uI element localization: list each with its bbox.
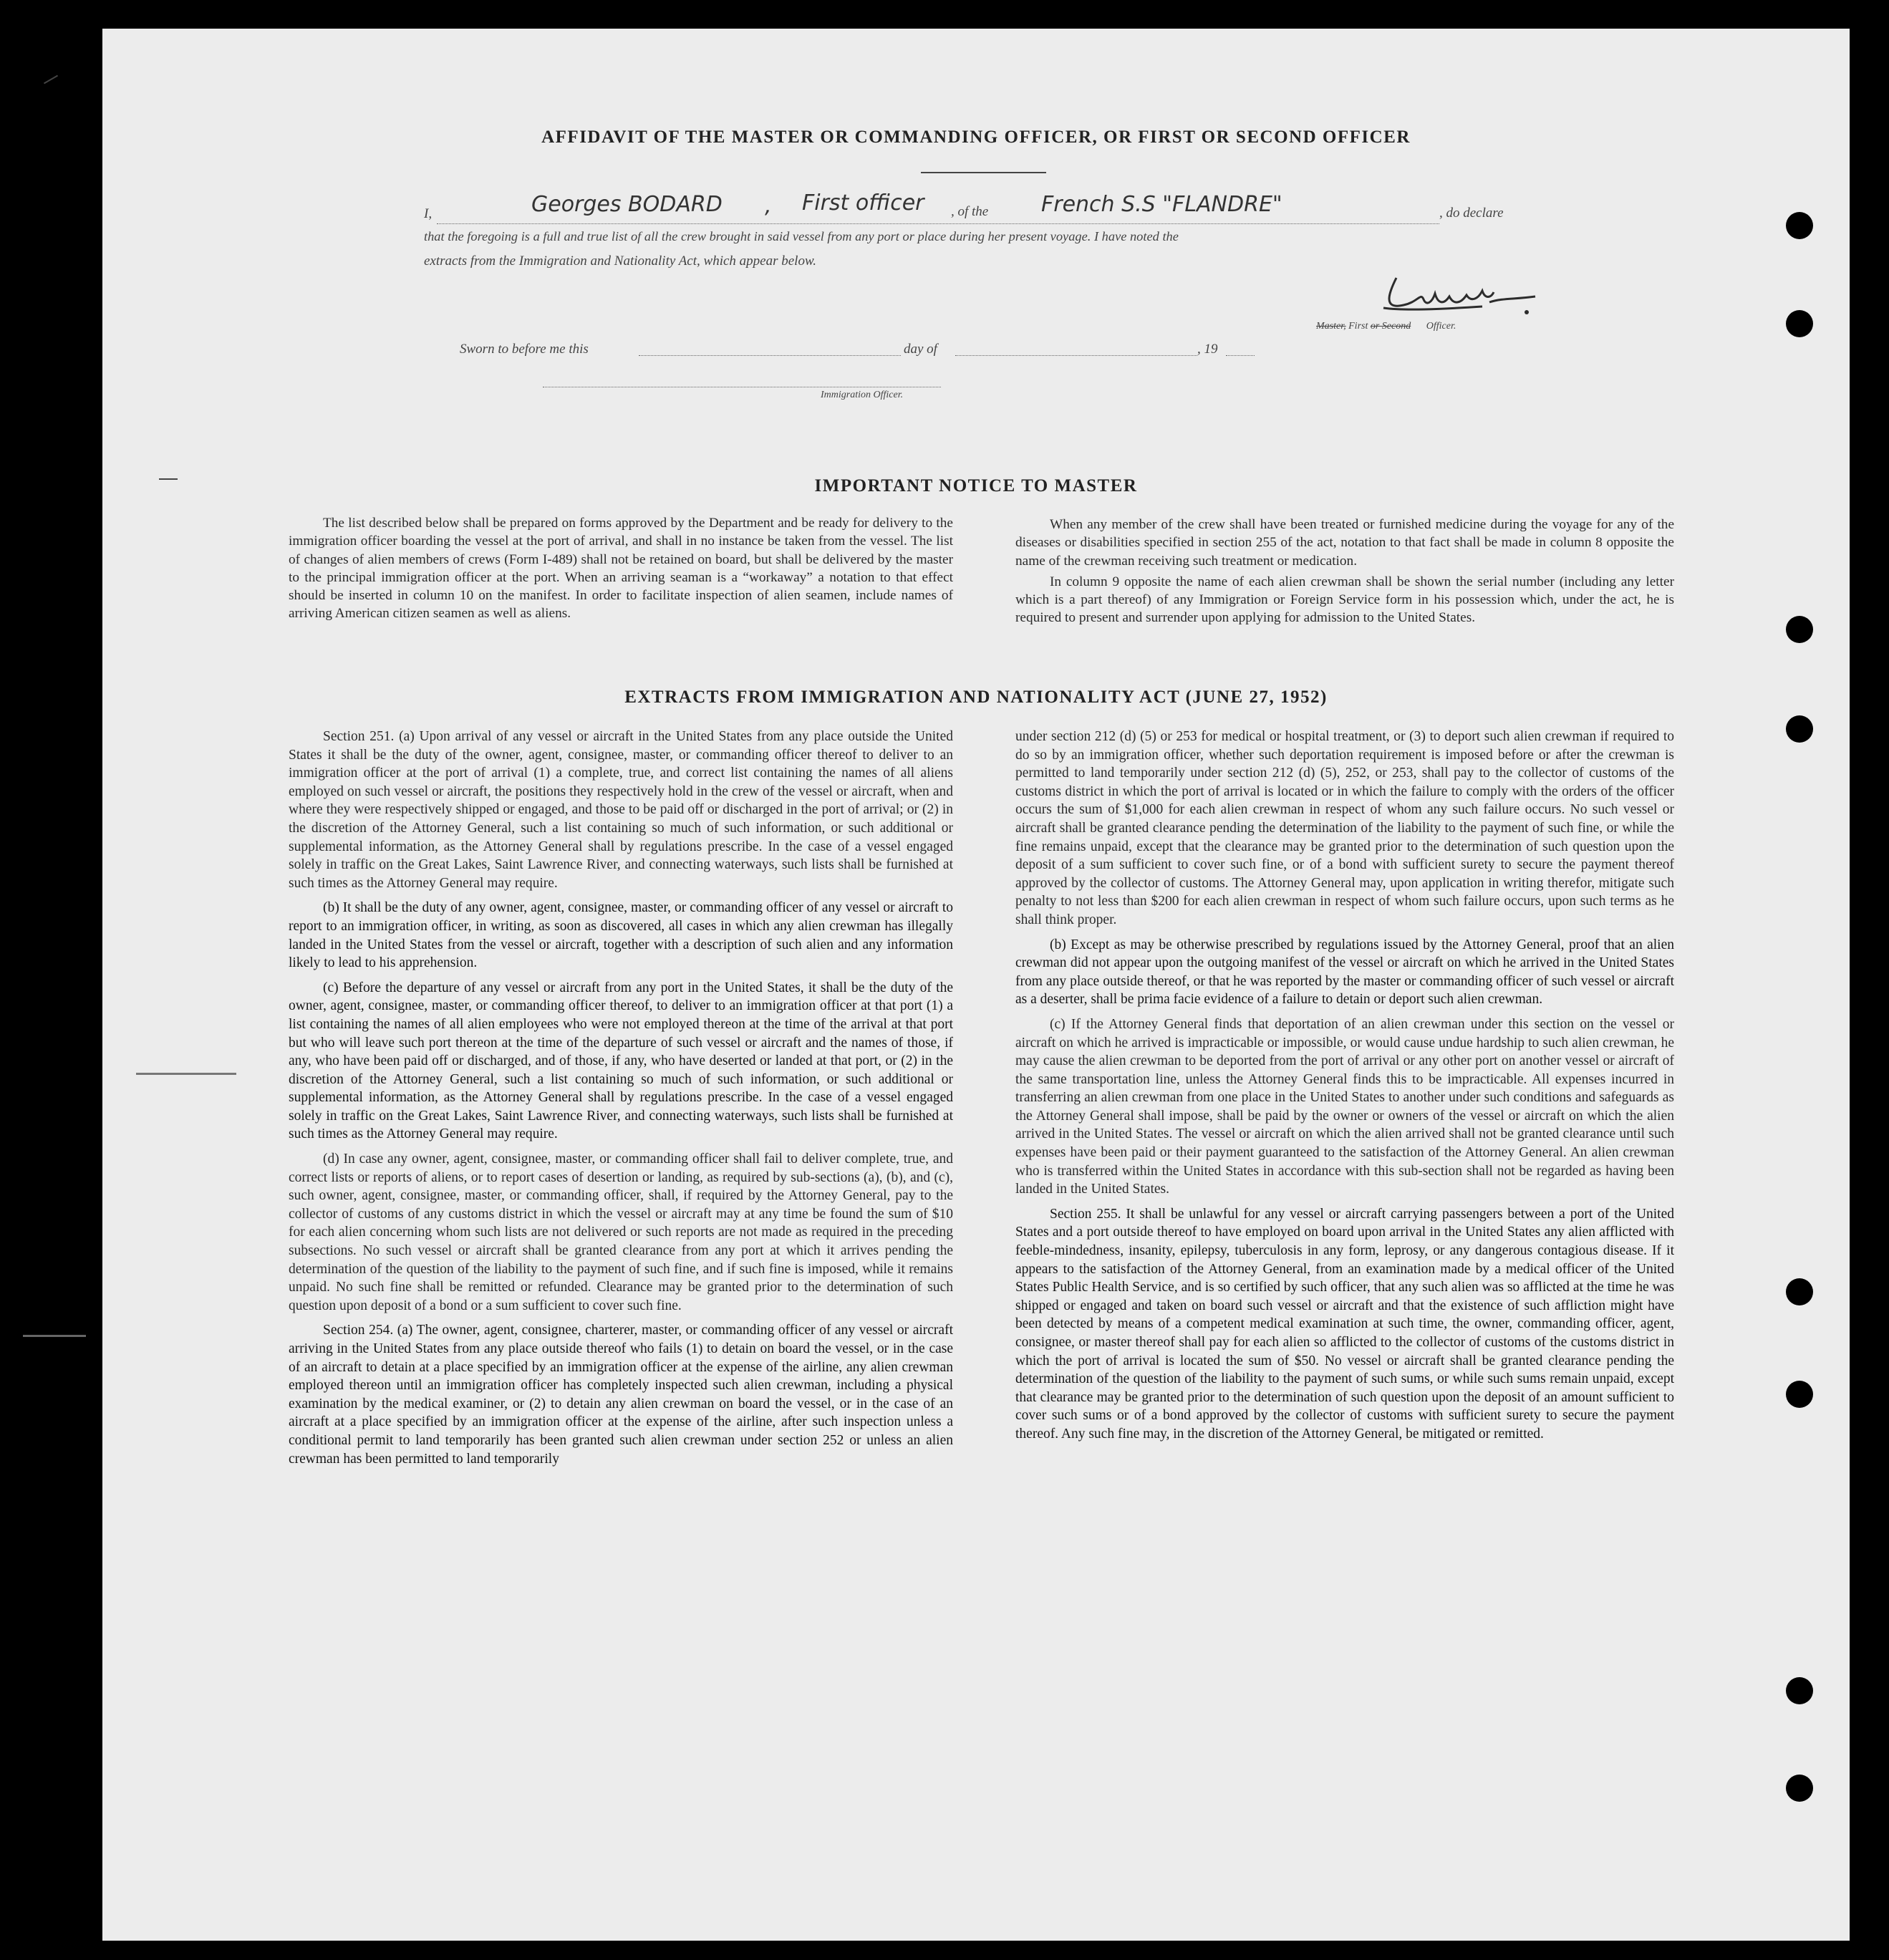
caption-second: or Second <box>1370 321 1411 332</box>
punch-hole <box>1786 616 1813 643</box>
immigration-officer-label: Immigration Officer. <box>821 390 904 400</box>
scan-mark <box>44 75 58 85</box>
punch-hole <box>1786 1381 1813 1408</box>
do-declare-label: , do declare <box>1439 206 1504 221</box>
notice-left-paragraph: The list described below shall be prepared on forms approved by the Department and be ready for delivery to the immigration officer boarding the vessel at the port of arrival, and shall in no instance be taken from the vessel. The list of changes of alien members of crews (Form I-489) shall not be retained on board, but shall be delivered by the master to the principal immigration officer at the port. When an arriving seaman is a “workaway” a notation to that effect should be inserted in column 10 on the manifest. In order to facilitate inspection of alien seamen, include names of arriving American citizen seamen as well as aliens. <box>289 516 953 622</box>
punch-hole <box>1786 1278 1813 1305</box>
section-251c: (c) Before the departure of any vessel or aircraft from any port in the United States, it shall be the duty of the owner, agent, consignee, master, or commanding officer thereof, to deliver to an immigration officer at that port (1) a list containing the names of all alien employees who were not employed thereon at the time of the arrival at that port but who will leave such port thereon at the time of the departure of such vessel or aircraft and the names of those, if any, who have been paid off or discharged, and of those, if any, who have deserted or landed at that port, or (2) in the discretion of the Attorney General, such a list containing so much of such information, or such additional or supplemental information, as the Attorney General shall by regulations prescribe. In the case of a vessel engaged solely in traffic on the Great Lakes, Saint Lawrence River, and connecting waterways, such lists shall be furnished at such times as the Attorney General may require. <box>289 980 953 1142</box>
extracts-left-column <box>289 728 953 1474</box>
section-251a: Section 251. (a) Upon arrival of any vessel or aircraft in the United States from any place outside the United States it shall be the duty of the owner, agent, consignee, master, or commanding officer thereof to deliver to an immigration officer at the port of arrival (1) a complete, true, and correct list containing the names of all aliens employed on such vessel or aircraft, the positions they respectively hold in the crew of the vessel or aircraft, when and where they were respectively shipped or engaged, and those to be paid off or discharged in the port of arrival; or (2) in the discretion of the Attorney General, such a list containing so much of such information, or such additional or supplemental information, as the Attorney General shall by regulations prescribe. In the case of a vessel engaged solely in traffic on the Great Lakes, Saint Lawrence River, and connecting waterways, such lists shall be furnished at such times as the Attorney General may require. <box>289 729 953 891</box>
sworn-label: Sworn to before me this <box>460 342 589 357</box>
caption-officer: Officer. <box>1426 321 1456 332</box>
punch-hole <box>1786 1677 1813 1704</box>
declarant-name: Georges BODARD <box>531 192 723 217</box>
extracts-title: EXTRACTS FROM IMMIGRATION AND NATIONALITY ACT (JUNE 27, 1952) <box>624 687 1328 707</box>
punch-hole <box>1786 1775 1813 1802</box>
day-of-label: day of <box>904 342 937 357</box>
section-251b: (b) It shall be the duty of any owner, agent, consignee, master, or commanding officer of any vessel or aircraft to report to an immigration officer, in writing, as soon as discovered, all cases in which any alien crewman has illegally landed in the United States from the vessel or aircraft, together with a description of such alien and any information likely to lead to his apprehension. <box>289 900 953 971</box>
vessel-name: French S.S "FLANDRE" <box>1041 192 1282 217</box>
year-label: , 19 <box>1197 342 1218 357</box>
sworn-month-line <box>955 355 1197 356</box>
caption-master: Master, <box>1316 321 1346 332</box>
section-251d: (d) In case any owner, agent, consignee, master, or commanding officer shall fail to deliver complete, true, and correct lists or reports of aliens, or to report cases of desertion or landing, as required by sub-sections (a), (b), and (c), such owner, agent, consignee, master, or commanding officer, shall, if required by the Attorney General, pay to the collector of customs of any customs district in which the vessel or aircraft may at any time be found the sum of $10 for each alien concerning whom such lists are not delivered or such reports are not made as required in the preceding subsections. No such vessel or aircraft shall be granted clearance from any port at which it arrives pending the determination of the question of the liability to the payment of such fine, and if such fine is imposed, while it remains unpaid. No such fine shall be remitted or refunded. Clearance may be granted prior to the determination of such question upon deposit of a bond or a sum sufficient to cover such fine. <box>289 1152 953 1313</box>
notice-left-column <box>289 514 953 629</box>
of-the-label: , of the <box>951 204 989 219</box>
section-254b: (b) Except as may be otherwise prescribed by regulations issued by the Attorney General, proof that an alien crewman did not appear upon the outgoing manifest of the vessel or aircraft on which he arrived in the United States from any place outside thereof, or that he was reported by the master or commanding officer of such vessel or aircraft as a deserter, shall be prima facie evidence of a failure to detain or deport such alien crewman. <box>1015 937 1674 1008</box>
punch-hole <box>1786 715 1813 743</box>
declarant-prefix: I, <box>424 206 433 221</box>
notice-right-paragraph-1: When any member of the crew shall have been treated or furnished medicine during the voyage for any of the diseases or disabilities specified in section 255 of the act, notation to that fact shall be made in column 8 opposite the name of the crewman receiving such treatment or medication. <box>1015 517 1674 569</box>
section-254a-continued: under section 212 (d) (5) or 253 for medical or hospital treatment, or (3) to deport such alien crewman if required to do so by an immigration officer, whether such deportation requirement is imposed before or after the crewman is permitted to land temporarily under section 212 (d) (5), 252, or 253, shall pay to the collector of customs of the customs district in which the port of arrival is located or in which the failure to comply with the orders of the officer occurs the sum of $1,000 for each alien crewman in respect of whom any such failure occurs. No such vessel or aircraft shall be granted clearance pending the determination of the liability to the payment of such fine, or while the fine remains unpaid, except that the clearance may be granted prior to the determination of such question upon the deposit of a sum sufficient to cover such fine, or of a bond with sufficient surety to secure the payment thereof approved by the collector of customs. The Attorney General may, upon application in writing therefor, mitigate such penalty to not less than $200 for each alien crewman in respect of whom such failure occurs, upon such terms as he shall think proper. <box>1015 729 1674 927</box>
declaration-line <box>437 223 1439 224</box>
declaration-line-3: extracts from the Immigration and Nationality Act, which appear below. <box>424 254 816 269</box>
extracts-right-column <box>1015 728 1674 1450</box>
punch-hole <box>1786 310 1813 337</box>
affidavit-title: AFFIDAVIT OF THE MASTER OR COMMANDING OFFICER, OR FIRST OR SECOND OFFICER <box>541 127 1411 147</box>
scan-mark <box>23 1335 86 1337</box>
sworn-year-line <box>1226 355 1255 356</box>
notice-right-column <box>1015 516 1674 634</box>
signature <box>1375 271 1554 328</box>
section-254c: (c) If the Attorney General finds that deportation of an alien crewman under this section on the vessel or aircraft on which he arrived is impracticable or impossible, or would cause undue hardship to such alien crewman, he may cause the alien crewman to be deported from the port of arrival or any other port on another vessel or aircraft of the same transportation line, unless the Attorney General finds this to be impracticable. All expenses incurred in transferring an alien crewman from one place in the United States to another under such conditions and safeguards as the Attorney General shall impose, shall be paid by the owner or owners of the vessel or aircraft on which the alien arrived in the United States. The vessel or aircraft on which the alien arrived shall not be granted clearance until such expenses have been paid or their payment guaranteed to the satisfaction of the Attorney General. An alien crewman who is transferred within the United States in accordance with this sub-section shall not be regarded as having been landed in the United States. <box>1015 1016 1674 1197</box>
section-255: Section 255. It shall be unlawful for any vessel or aircraft carrying passengers between a port of the United States and a port outside thereof to have employed on board upon arrival in the United States any alien afflicted with feeble-mindedness, insanity, epilepsy, tuberculosis in any form, leprosy, or any dangerous contagious disease. If it appears to the satisfaction of the Attorney General, from an examination made by a medical officer of the United States Public Health Service, and is so certified by such officer, that any such alien was so afflicted at the time he was shipped or engaged and taken on board such vessel or aircraft and that the existence of such affliction might have been detected by means of a competent medical examination at such time, the owner, commanding officer, agent, consignee, or master thereof shall pay for each alien so afflicted to the collector of customs of the customs district in which the port of arrival is located the sum of $50. No vessel or aircraft shall be granted clearance pending the determination of the question of the liability to the payment of such sums, or while such sums remain unpaid, except that clearance may be granted prior to the determination of such question upon the deposit of an amount sufficient to cover such sums or of a bond approved by the collector of customs with sufficient surety to secure the payment thereof. Any such fine may, in the discretion of the Attorney General, be mitigated or remitted. <box>1015 1206 1674 1442</box>
signature-caption <box>1316 321 1456 332</box>
declaration-line-2: that the foregoing is a full and true list of all the crew brought in said vessel from any port or place during her present voyage. I have noted the <box>424 229 1179 243</box>
declarant-rank: First officer <box>802 190 924 216</box>
name-comma: , <box>765 193 772 218</box>
notice-right-paragraph-2: In column 9 opposite the name of each alien crewman shall be shown the serial number (including any letter which is a part thereof) of any Immigration or Foreign Service form in his possession which, under the act, he is required to present and surrender upon applying for admission to the United States. <box>1015 574 1674 626</box>
section-254a: Section 254. (a) The owner, agent, consignee, charterer, master, or commanding officer of any vessel or aircraft arriving in the United States from any place outside thereof who fails (1) to detain on board the vessel, or in the case of an aircraft to detain at a place specified by an immigration officer at the expense of the airline, any alien crewman employed thereon until an immigration officer has completely inspected such alien crewman, including a physical examination by the medical examiner, or (2) to detain any alien crewman on board the vessel, or in the case of an aircraft at a place specified by an immigration officer at the expense of the airline, after such inspection unless a conditional permit to land temporarily has been granted such alien crewman under section 252 or unless an alien crewman has been permitted to land temporarily <box>289 1323 953 1467</box>
caption-first: First <box>1348 321 1368 332</box>
notice-title: IMPORTANT NOTICE TO MASTER <box>814 476 1138 496</box>
title-divider <box>921 172 1046 173</box>
scan-mark <box>136 1073 236 1075</box>
sworn-day-line <box>639 355 901 356</box>
punch-hole <box>1786 212 1813 239</box>
